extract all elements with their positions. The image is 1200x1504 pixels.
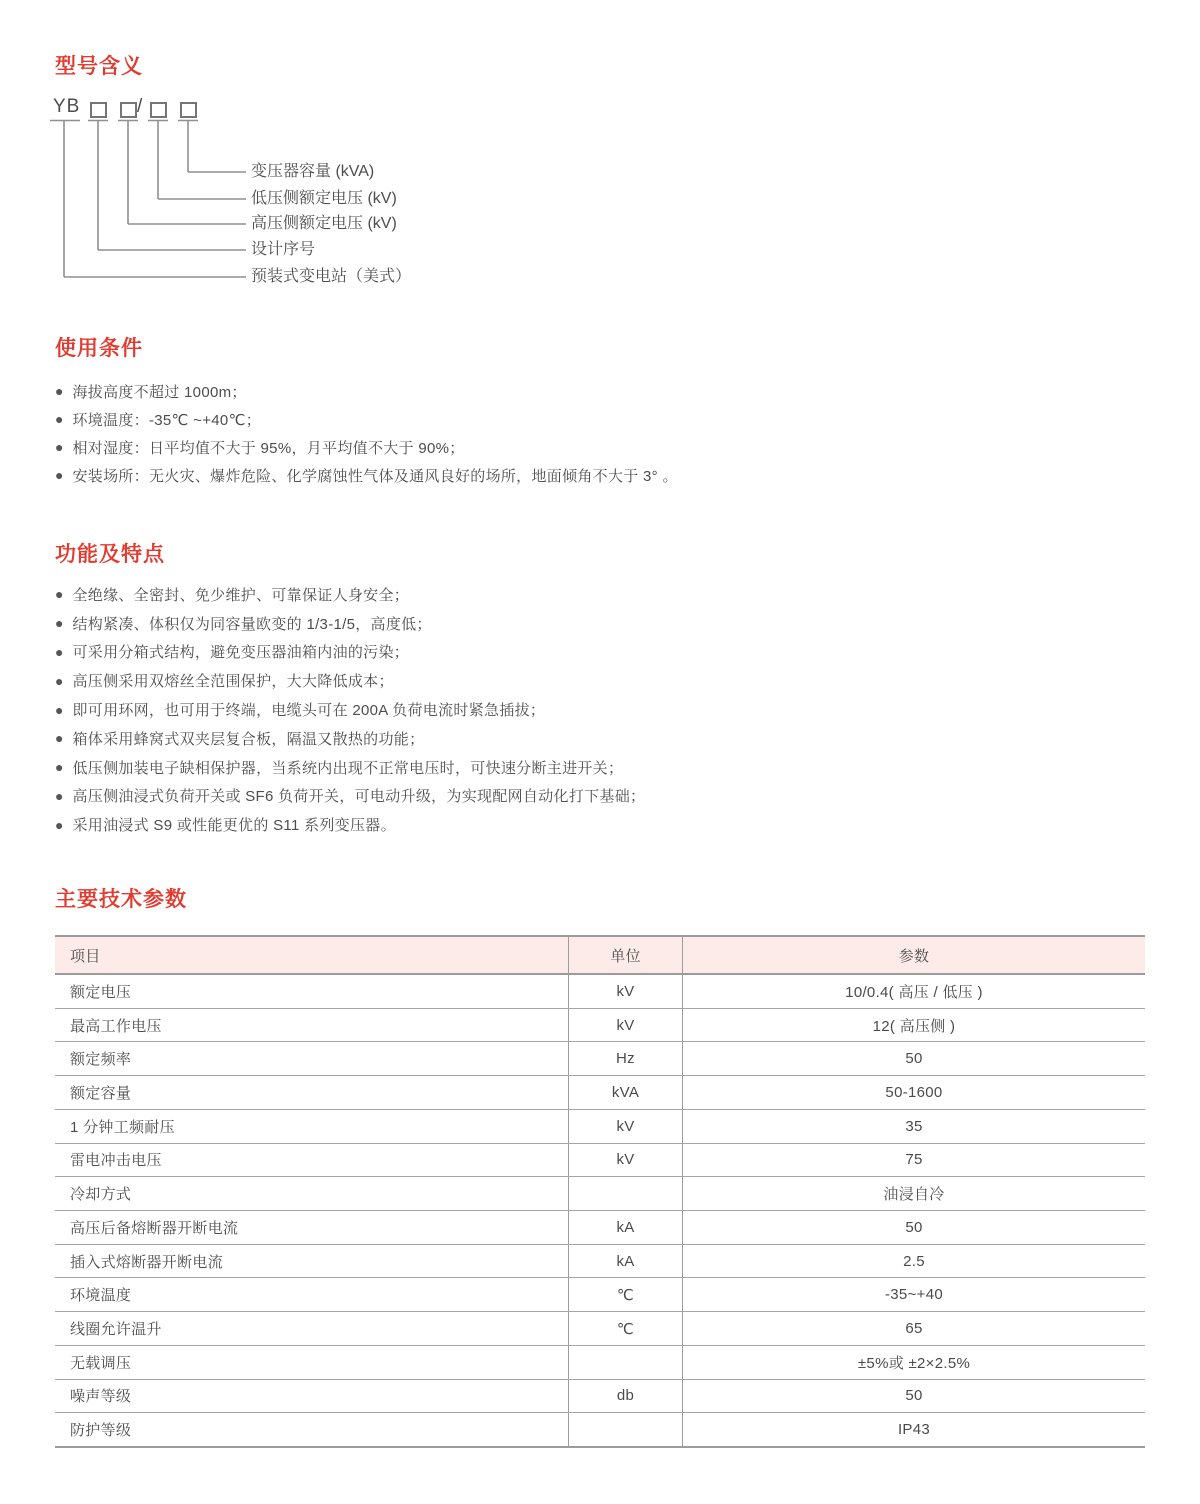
param-unit-cell: db xyxy=(568,1380,682,1413)
param-unit-cell: kA xyxy=(568,1211,682,1244)
param-value-cell: -35~+40 xyxy=(682,1278,1145,1311)
model-code-box-design xyxy=(90,102,107,118)
param-name-cell: 额定电压 xyxy=(70,983,132,1001)
model-slash: / xyxy=(137,96,143,117)
header-unit: 单位 xyxy=(568,937,682,973)
param-unit-cell: kVA xyxy=(568,1076,682,1109)
table-row xyxy=(55,1379,1145,1413)
param-value-cell: 10/0.4( 高压 / 低压 ) xyxy=(682,975,1145,1008)
table-row xyxy=(55,1075,1145,1109)
model-label-hv-voltage: 高压侧额定电压 (kV) xyxy=(251,215,397,232)
bullet-icon: ● xyxy=(55,615,64,632)
param-name-cell: 环境温度 xyxy=(70,1287,132,1305)
bullet-icon: ● xyxy=(55,730,64,747)
param-value-cell: 油浸自冷 xyxy=(682,1177,1145,1210)
table-row xyxy=(55,1345,1145,1379)
list-item: ● 结构紧凑、体积仅为同容量欧变的 1/3-1/5，高度低； xyxy=(55,615,432,633)
param-unit-cell: kV xyxy=(568,975,682,1008)
bullet-icon: ● xyxy=(55,701,64,718)
param-value-cell: 50 xyxy=(682,1211,1145,1244)
table-row xyxy=(55,1412,1145,1446)
param-value-cell: IP43 xyxy=(682,1413,1145,1446)
param-unit-cell: kV xyxy=(568,1110,682,1143)
model-label-station-type: 预装式变电站（美式） xyxy=(251,268,412,285)
table-row xyxy=(55,1277,1145,1311)
list-item: ● 环境温度：-35℃ ~+40℃； xyxy=(55,411,262,429)
param-value-cell: 50 xyxy=(682,1380,1145,1413)
bullet-icon: ● xyxy=(55,467,64,483)
param-name-cell: 冷却方式 xyxy=(70,1186,132,1204)
list-item: ● 可采用分箱式结构，避免变压器油箱内油的污染； xyxy=(55,643,410,662)
model-code-box-lv xyxy=(150,102,167,118)
list-item: ● 低压侧加装电子缺相保护器，当系统内出现不正常电压时，可快速分断主进开关； xyxy=(55,759,624,777)
section-title-params: 主要技术参数 xyxy=(55,888,187,911)
model-label-capacity: 变压器容量 (kVA) xyxy=(251,163,375,180)
bullet-icon: ● xyxy=(55,672,64,689)
usage-conditions-list xyxy=(55,377,678,489)
bullet-icon: ● xyxy=(55,787,64,804)
model-code-box-hv xyxy=(120,102,137,118)
features-list xyxy=(55,580,645,839)
section-title-model: 型号含义 xyxy=(55,55,143,78)
table-header-row xyxy=(55,937,1145,975)
table-row xyxy=(55,1041,1145,1075)
bullet-icon: ● xyxy=(55,816,64,833)
list-item: ● 高压侧采用双熔丝全范围保护，大大降低成本； xyxy=(55,672,394,691)
param-name-cell: 噪声等级 xyxy=(70,1388,132,1406)
param-unit-cell xyxy=(568,1177,682,1210)
list-item: ● 海拔高度不超过 1000m； xyxy=(55,383,247,401)
param-value-cell: 50-1600 xyxy=(682,1076,1145,1109)
bullet-icon: ● xyxy=(55,383,64,399)
table-row xyxy=(55,975,1145,1008)
list-item: ● 高压侧油浸式负荷开关或 SF6 负荷开关，可电动升级，为实现配网自动化打下基础； xyxy=(55,787,646,806)
bullet-icon: ● xyxy=(55,643,64,660)
param-name-cell: 额定容量 xyxy=(70,1085,132,1103)
param-name-cell: 1 分钟工频耐压 xyxy=(70,1118,175,1136)
table-row xyxy=(55,1244,1145,1278)
param-unit-cell: Hz xyxy=(568,1042,682,1075)
param-unit-cell: kA xyxy=(568,1245,682,1278)
header-value: 参数 xyxy=(682,937,1145,973)
param-unit-cell: kV xyxy=(568,1009,682,1042)
table-row xyxy=(55,1210,1145,1244)
param-value-cell: 65 xyxy=(682,1312,1145,1345)
table-row xyxy=(55,1143,1145,1177)
param-unit-cell: kV xyxy=(568,1144,682,1177)
param-name-cell: 防护等级 xyxy=(70,1422,132,1440)
param-name-cell: 线圈允许温升 xyxy=(70,1321,162,1339)
param-value-cell: ±5%或 ±2×2.5% xyxy=(682,1346,1145,1379)
bullet-icon: ● xyxy=(55,439,64,455)
model-code-box-capacity xyxy=(180,102,197,118)
header-item: 项目 xyxy=(70,947,101,965)
list-item: ● 即可用环网，也可用于终端，电缆头可在 200A 负荷电流时紧急插拔； xyxy=(55,701,546,720)
param-unit-cell xyxy=(568,1346,682,1379)
param-unit-cell: ℃ xyxy=(568,1278,682,1311)
section-title-usage: 使用条件 xyxy=(55,337,143,360)
param-name-cell: 插入式熔断器开断电流 xyxy=(70,1253,224,1271)
param-name-cell: 额定频率 xyxy=(70,1051,132,1069)
param-name-cell: 高压后备熔断器开断电流 xyxy=(70,1219,239,1237)
table-row xyxy=(55,1109,1145,1143)
list-item: ● 箱体采用蜂窝式双夹层复合板，隔温又散热的功能； xyxy=(55,730,425,748)
table-row xyxy=(55,1311,1145,1345)
param-value-cell: 12( 高压侧 ) xyxy=(682,1009,1145,1042)
param-unit-cell: ℃ xyxy=(568,1312,682,1345)
param-value-cell: 35 xyxy=(682,1110,1145,1143)
param-name-cell: 无载调压 xyxy=(70,1354,132,1372)
table-row xyxy=(55,1176,1145,1210)
model-prefix: YB xyxy=(53,96,81,117)
table-row xyxy=(55,1008,1145,1042)
model-label-lv-voltage: 低压侧额定电压 (kV) xyxy=(251,190,397,207)
section-title-features: 功能及特点 xyxy=(55,543,165,566)
model-code-diagram xyxy=(50,95,750,300)
param-value-cell: 2.5 xyxy=(682,1245,1145,1278)
list-item: ● 相对湿度：日平均值不大于 95%，月平均值不大于 90%； xyxy=(55,439,465,457)
param-unit-cell xyxy=(568,1413,682,1446)
list-item: ● 全绝缘、全密封、免少维护、可靠保证人身安全； xyxy=(55,586,410,604)
param-name-cell: 雷电冲击电压 xyxy=(70,1152,162,1170)
parameters-table xyxy=(55,935,1145,1448)
bullet-icon: ● xyxy=(55,759,64,776)
param-value-cell: 75 xyxy=(682,1144,1145,1177)
bullet-icon: ● xyxy=(55,586,64,603)
model-label-design-serial: 设计序号 xyxy=(251,241,316,258)
param-value-cell: 50 xyxy=(682,1042,1145,1075)
list-item: ● 采用油浸式 S9 或性能更优的 S11 系列变压器。 xyxy=(55,816,396,835)
list-item: ● 安装场所：无火灾、爆炸危险、化学腐蚀性气体及通风良好的场所，地面倾角不大于 3° 。 xyxy=(55,467,678,485)
bullet-icon: ● xyxy=(55,411,64,427)
param-name-cell: 最高工作电压 xyxy=(70,1017,162,1035)
